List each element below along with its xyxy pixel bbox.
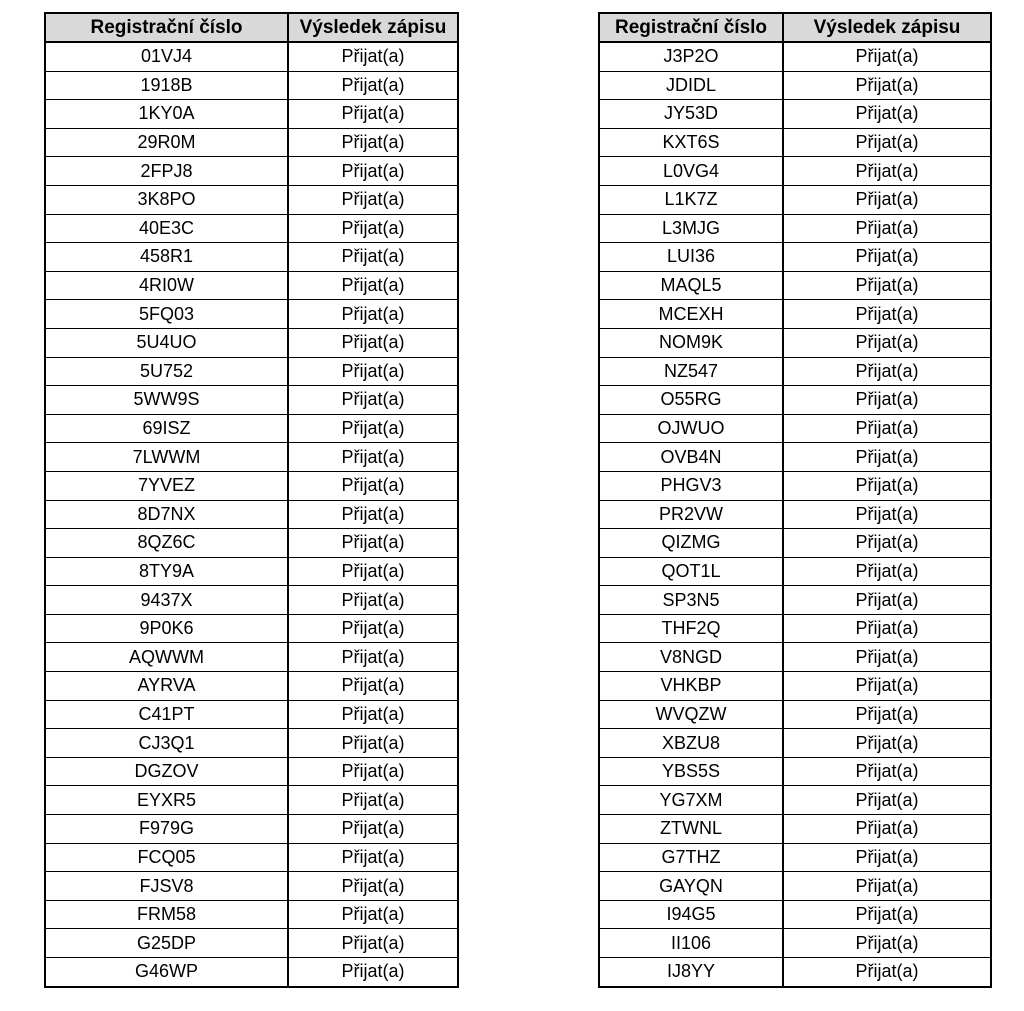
- table-row: [45, 929, 458, 958]
- header-row: [45, 13, 458, 42]
- enrollment-result-cell: Přijat(a): [783, 357, 991, 386]
- registration-number-cell: FRM58: [45, 900, 288, 929]
- enrollment-result-cell: Přijat(a): [288, 71, 458, 100]
- registration-number-cell: 8TY9A: [45, 557, 288, 586]
- table-row: [45, 128, 458, 157]
- table-row: [599, 414, 991, 443]
- registration-number-cell: GAYQN: [599, 872, 783, 901]
- registration-number-cell: 2FPJ8: [45, 157, 288, 186]
- header-enrollment-result: Výsledek zápisu: [288, 13, 458, 42]
- registration-number-cell: G25DP: [45, 929, 288, 958]
- enrollment-result-cell: Přijat(a): [288, 614, 458, 643]
- table-row: [599, 471, 991, 500]
- enrollment-result-cell: Přijat(a): [288, 900, 458, 929]
- table-row: [45, 328, 458, 357]
- table-row: [599, 757, 991, 786]
- registration-number-cell: O55RG: [599, 386, 783, 415]
- table-row: [45, 643, 458, 672]
- table-row: [45, 586, 458, 615]
- results-table-right: [598, 12, 992, 988]
- enrollment-result-cell: Přijat(a): [288, 529, 458, 558]
- table-row: [599, 614, 991, 643]
- enrollment-result-cell: Přijat(a): [288, 300, 458, 329]
- header-registration-number: Registrační číslo: [599, 13, 783, 42]
- registration-number-cell: II106: [599, 929, 783, 958]
- enrollment-result-cell: Přijat(a): [288, 471, 458, 500]
- table-row: [599, 157, 991, 186]
- registration-number-cell: YBS5S: [599, 757, 783, 786]
- registration-number-cell: FCQ05: [45, 843, 288, 872]
- table-row: [45, 557, 458, 586]
- table-row: [599, 42, 991, 71]
- enrollment-result-cell: Přijat(a): [288, 786, 458, 815]
- registration-number-cell: QOT1L: [599, 557, 783, 586]
- table-row: [45, 786, 458, 815]
- enrollment-result-cell: Přijat(a): [783, 786, 991, 815]
- enrollment-result-cell: Přijat(a): [288, 643, 458, 672]
- enrollment-result-cell: Přijat(a): [783, 757, 991, 786]
- enrollment-result-cell: Přijat(a): [288, 700, 458, 729]
- registration-number-cell: IJ8YY: [599, 958, 783, 987]
- registration-number-cell: 69ISZ: [45, 414, 288, 443]
- registration-number-cell: L0VG4: [599, 157, 783, 186]
- registration-number-cell: JY53D: [599, 100, 783, 129]
- registration-number-cell: LUI36: [599, 243, 783, 272]
- table-row: [599, 729, 991, 758]
- enrollment-result-cell: Přijat(a): [783, 958, 991, 987]
- table-row: [45, 185, 458, 214]
- table-row: [599, 443, 991, 472]
- registration-number-cell: YG7XM: [599, 786, 783, 815]
- enrollment-result-cell: Přijat(a): [288, 185, 458, 214]
- enrollment-result-cell: Přijat(a): [288, 328, 458, 357]
- table-row: [599, 300, 991, 329]
- registration-number-cell: G7THZ: [599, 843, 783, 872]
- registration-number-cell: FJSV8: [45, 872, 288, 901]
- enrollment-result-cell: Přijat(a): [783, 500, 991, 529]
- table-row: [599, 386, 991, 415]
- table-row: [599, 185, 991, 214]
- enrollment-result-cell: Přijat(a): [288, 243, 458, 272]
- enrollment-result-cell: Přijat(a): [783, 614, 991, 643]
- table-row: [45, 729, 458, 758]
- enrollment-result-cell: Přijat(a): [783, 128, 991, 157]
- enrollment-result-cell: Přijat(a): [288, 443, 458, 472]
- table-row: [599, 271, 991, 300]
- registration-number-cell: PHGV3: [599, 471, 783, 500]
- table-row: [599, 672, 991, 701]
- registration-number-cell: 5FQ03: [45, 300, 288, 329]
- registration-number-cell: 29R0M: [45, 128, 288, 157]
- registration-number-cell: 40E3C: [45, 214, 288, 243]
- table-row: [599, 586, 991, 615]
- registration-number-cell: 1KY0A: [45, 100, 288, 129]
- enrollment-result-cell: Přijat(a): [783, 586, 991, 615]
- registration-number-cell: C41PT: [45, 700, 288, 729]
- enrollment-result-cell: Přijat(a): [783, 100, 991, 129]
- table-body: [599, 42, 991, 987]
- enrollment-result-cell: Přijat(a): [288, 42, 458, 71]
- table-row: [599, 500, 991, 529]
- enrollment-result-cell: Přijat(a): [783, 185, 991, 214]
- enrollment-result-cell: Přijat(a): [783, 71, 991, 100]
- enrollment-result-cell: Přijat(a): [288, 815, 458, 844]
- registration-number-cell: OVB4N: [599, 443, 783, 472]
- enrollment-result-cell: Přijat(a): [783, 557, 991, 586]
- table-row: [45, 386, 458, 415]
- table-row: [45, 672, 458, 701]
- enrollment-result-cell: Přijat(a): [783, 443, 991, 472]
- registration-number-cell: PR2VW: [599, 500, 783, 529]
- enrollment-result-cell: Přijat(a): [783, 729, 991, 758]
- registration-number-cell: WVQZW: [599, 700, 783, 729]
- table-row: [45, 100, 458, 129]
- registration-number-cell: F979G: [45, 815, 288, 844]
- table-row: [45, 614, 458, 643]
- table-row: [45, 700, 458, 729]
- registration-number-cell: 5WW9S: [45, 386, 288, 415]
- enrollment-result-cell: Přijat(a): [288, 157, 458, 186]
- registration-number-cell: G46WP: [45, 958, 288, 987]
- enrollment-result-cell: Přijat(a): [783, 672, 991, 701]
- registration-number-cell: ZTWNL: [599, 815, 783, 844]
- registration-number-cell: JDIDL: [599, 71, 783, 100]
- enrollment-result-cell: Přijat(a): [783, 529, 991, 558]
- table-row: [599, 700, 991, 729]
- table-row: [45, 900, 458, 929]
- table-row: [45, 815, 458, 844]
- enrollment-result-cell: Přijat(a): [783, 929, 991, 958]
- registration-number-cell: XBZU8: [599, 729, 783, 758]
- table-row: [599, 357, 991, 386]
- table-row: [45, 243, 458, 272]
- table-row: [45, 471, 458, 500]
- enrollment-result-cell: Přijat(a): [783, 815, 991, 844]
- enrollment-result-cell: Přijat(a): [783, 328, 991, 357]
- table-row: [45, 500, 458, 529]
- table-row: [599, 214, 991, 243]
- enrollment-result-cell: Přijat(a): [783, 386, 991, 415]
- enrollment-result-cell: Přijat(a): [288, 214, 458, 243]
- header-enrollment-result: Výsledek zápisu: [783, 13, 991, 42]
- enrollment-result-cell: Přijat(a): [783, 157, 991, 186]
- enrollment-result-cell: Přijat(a): [288, 958, 458, 987]
- table-row: [45, 529, 458, 558]
- table-row: [45, 757, 458, 786]
- registration-number-cell: 7LWWM: [45, 443, 288, 472]
- enrollment-result-cell: Přijat(a): [783, 843, 991, 872]
- enrollment-result-cell: Přijat(a): [288, 929, 458, 958]
- registration-number-cell: EYXR5: [45, 786, 288, 815]
- enrollment-result-cell: Přijat(a): [783, 42, 991, 71]
- registration-number-cell: 5U4UO: [45, 328, 288, 357]
- table-row: [599, 529, 991, 558]
- table-row: [45, 157, 458, 186]
- enrollment-result-cell: Přijat(a): [288, 414, 458, 443]
- registration-number-cell: AYRVA: [45, 672, 288, 701]
- enrollment-result-cell: Přijat(a): [783, 243, 991, 272]
- table-row: [599, 872, 991, 901]
- table-row: [599, 843, 991, 872]
- table-row: [45, 414, 458, 443]
- registration-number-cell: CJ3Q1: [45, 729, 288, 758]
- enrollment-result-cell: Přijat(a): [783, 700, 991, 729]
- table-row: [599, 786, 991, 815]
- registration-number-cell: J3P2O: [599, 42, 783, 71]
- table-row: [45, 214, 458, 243]
- enrollment-result-cell: Přijat(a): [783, 471, 991, 500]
- header-row: [599, 13, 991, 42]
- registration-number-cell: I94G5: [599, 900, 783, 929]
- table-row: [599, 643, 991, 672]
- enrollment-result-cell: Přijat(a): [288, 672, 458, 701]
- table-row: [45, 958, 458, 987]
- enrollment-result-cell: Přijat(a): [288, 843, 458, 872]
- enrollment-result-cell: Přijat(a): [288, 386, 458, 415]
- registration-number-cell: V8NGD: [599, 643, 783, 672]
- enrollment-result-cell: Přijat(a): [288, 757, 458, 786]
- table-row: [45, 271, 458, 300]
- table-row: [599, 929, 991, 958]
- registration-number-cell: DGZOV: [45, 757, 288, 786]
- enrollment-result-cell: Přijat(a): [288, 586, 458, 615]
- enrollment-result-cell: Přijat(a): [783, 214, 991, 243]
- table-row: [45, 42, 458, 71]
- registration-number-cell: 1918B: [45, 71, 288, 100]
- registration-number-cell: MAQL5: [599, 271, 783, 300]
- enrollment-result-cell: Přijat(a): [288, 729, 458, 758]
- enrollment-result-cell: Přijat(a): [288, 872, 458, 901]
- table-row: [45, 71, 458, 100]
- registration-number-cell: OJWUO: [599, 414, 783, 443]
- enrollment-result-cell: Přijat(a): [783, 271, 991, 300]
- registration-number-cell: 458R1: [45, 243, 288, 272]
- enrollment-result-cell: Přijat(a): [783, 643, 991, 672]
- table-row: [45, 357, 458, 386]
- enrollment-result-cell: Přijat(a): [288, 357, 458, 386]
- table-row: [599, 328, 991, 357]
- registration-number-cell: AQWWM: [45, 643, 288, 672]
- registration-number-cell: QIZMG: [599, 529, 783, 558]
- table-row: [45, 443, 458, 472]
- registration-number-cell: 7YVEZ: [45, 471, 288, 500]
- table-row: [599, 71, 991, 100]
- registration-number-cell: 3K8PO: [45, 185, 288, 214]
- registration-number-cell: 9P0K6: [45, 614, 288, 643]
- registration-number-cell: 5U752: [45, 357, 288, 386]
- registration-number-cell: L3MJG: [599, 214, 783, 243]
- registration-number-cell: NOM9K: [599, 328, 783, 357]
- enrollment-result-cell: Přijat(a): [783, 900, 991, 929]
- registration-number-cell: 8D7NX: [45, 500, 288, 529]
- table-row: [45, 300, 458, 329]
- enrollment-result-cell: Přijat(a): [288, 100, 458, 129]
- table-row: [45, 843, 458, 872]
- table-row: [599, 557, 991, 586]
- enrollment-result-cell: Přijat(a): [288, 500, 458, 529]
- registration-number-cell: 01VJ4: [45, 42, 288, 71]
- registration-number-cell: VHKBP: [599, 672, 783, 701]
- table-row: [599, 900, 991, 929]
- table-row: [45, 872, 458, 901]
- registration-number-cell: SP3N5: [599, 586, 783, 615]
- registration-number-cell: 9437X: [45, 586, 288, 615]
- registration-number-cell: THF2Q: [599, 614, 783, 643]
- table-row: [599, 958, 991, 987]
- enrollment-result-cell: Přijat(a): [288, 557, 458, 586]
- enrollment-result-cell: Přijat(a): [288, 128, 458, 157]
- registration-number-cell: KXT6S: [599, 128, 783, 157]
- header-registration-number: Registrační číslo: [45, 13, 288, 42]
- registration-number-cell: L1K7Z: [599, 185, 783, 214]
- enrollment-result-cell: Přijat(a): [783, 300, 991, 329]
- enrollment-result-cell: Přijat(a): [288, 271, 458, 300]
- enrollment-result-cell: Přijat(a): [783, 872, 991, 901]
- results-table-left: [44, 12, 459, 988]
- registration-number-cell: MCEXH: [599, 300, 783, 329]
- enrollment-result-cell: Přijat(a): [783, 414, 991, 443]
- registration-number-cell: NZ547: [599, 357, 783, 386]
- table-body: [45, 42, 458, 987]
- registration-number-cell: 8QZ6C: [45, 529, 288, 558]
- table-row: [599, 243, 991, 272]
- table-row: [599, 128, 991, 157]
- table-row: [599, 100, 991, 129]
- registration-number-cell: 4RI0W: [45, 271, 288, 300]
- table-row: [599, 815, 991, 844]
